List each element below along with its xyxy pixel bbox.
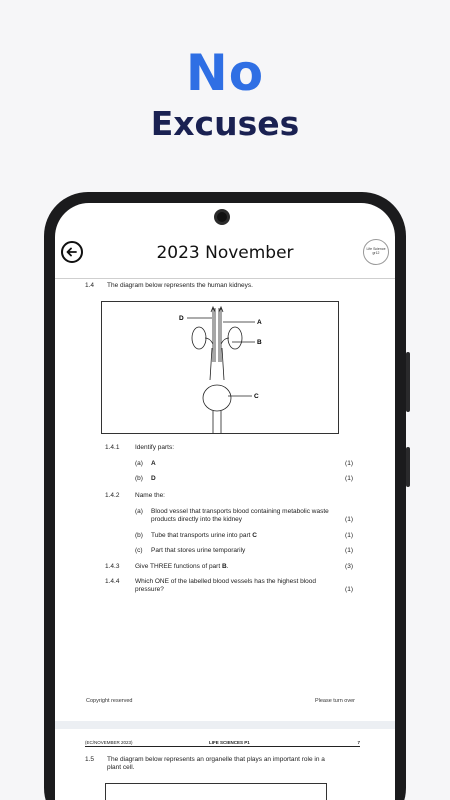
phone-side-button	[406, 352, 410, 412]
item-letter: (c)	[135, 547, 143, 554]
item-text: Blood vessel that transports blood containing metabolic waste	[151, 508, 329, 515]
organelle-diagram-box	[105, 783, 327, 800]
diagram-label-c: C	[254, 393, 259, 400]
question-text: The diagram below represents an organelle that plays an important role in a	[107, 756, 325, 763]
question-text: The diagram below represents the human kidneys.	[107, 282, 253, 289]
marks: (1)	[345, 547, 353, 554]
marks: (1)	[345, 460, 353, 467]
item-text-bold: B	[221, 563, 227, 570]
item-text-bold: C	[252, 532, 257, 539]
sub-question-number: 1.4.3	[105, 563, 120, 570]
marks: (1)	[345, 516, 353, 523]
sub-question-text: Identify parts:	[135, 444, 175, 451]
question-number: 1.4	[85, 282, 95, 289]
item-text: A	[151, 460, 156, 467]
sub-question-text: Name the:	[135, 492, 165, 499]
item-text-cont: products directly into the kidney	[151, 516, 243, 523]
kidney-diagram	[101, 301, 339, 434]
diagram-label-b: B	[257, 339, 262, 346]
page2-header-left: (EC/NOVEMBER 2023)	[85, 740, 133, 745]
sub-question-text: Which ONE of the labelled blood vessels has the highest blood	[135, 578, 317, 585]
marks: (1)	[345, 475, 353, 482]
sub-question-number: 1.4.4	[105, 578, 120, 585]
promo-title-line1: No	[185, 44, 265, 102]
marks: (1)	[345, 586, 353, 593]
page2-header-center: LIFE SCIENCES P1	[209, 740, 250, 745]
phone-frame	[44, 192, 406, 800]
item-text: D	[151, 475, 156, 482]
item-letter: (b)	[135, 475, 143, 482]
sub-question-number: 1.4.2	[105, 492, 120, 499]
sub-question-text	[135, 563, 228, 570]
marks: (1)	[345, 532, 353, 539]
question-text-cont: plant cell.	[107, 764, 135, 771]
footer-copyright: Copyright reserved	[86, 698, 133, 704]
camera-hole	[214, 209, 230, 225]
item-text: Part that stores urine temporarily	[151, 547, 246, 554]
logo-text: Life Science gr12	[366, 247, 386, 255]
diagram-label-d: D	[179, 315, 184, 322]
app-header	[55, 233, 395, 279]
sub-question-text-cont: pressure?	[135, 586, 164, 593]
marks: (3)	[345, 563, 353, 570]
item-text-part: .	[226, 563, 229, 570]
page2-header	[85, 740, 360, 747]
sub-question-number: 1.4.1	[105, 444, 120, 451]
phone-volume-button	[406, 447, 410, 487]
promo-title-line2: Excuses	[150, 104, 300, 143]
item-letter: (a)	[135, 460, 143, 467]
question-number: 1.5	[85, 756, 95, 763]
kidney-drawing	[102, 302, 340, 435]
footer-turn-over: Please turn over	[314, 698, 355, 704]
app-logo[interactable]	[363, 239, 389, 265]
page-title: 2023 November	[156, 243, 294, 263]
phone-screen	[55, 203, 395, 800]
item-text	[151, 532, 257, 539]
item-letter: (b)	[135, 532, 143, 539]
item-text-part: Tube that transports urine into part	[151, 532, 253, 539]
item-text-part: Give THREE functions of part	[135, 563, 222, 570]
page2-page-number: 7	[357, 740, 360, 745]
page-separator	[55, 721, 395, 729]
diagram-label-a: A	[257, 319, 262, 326]
item-letter: (a)	[135, 508, 143, 515]
